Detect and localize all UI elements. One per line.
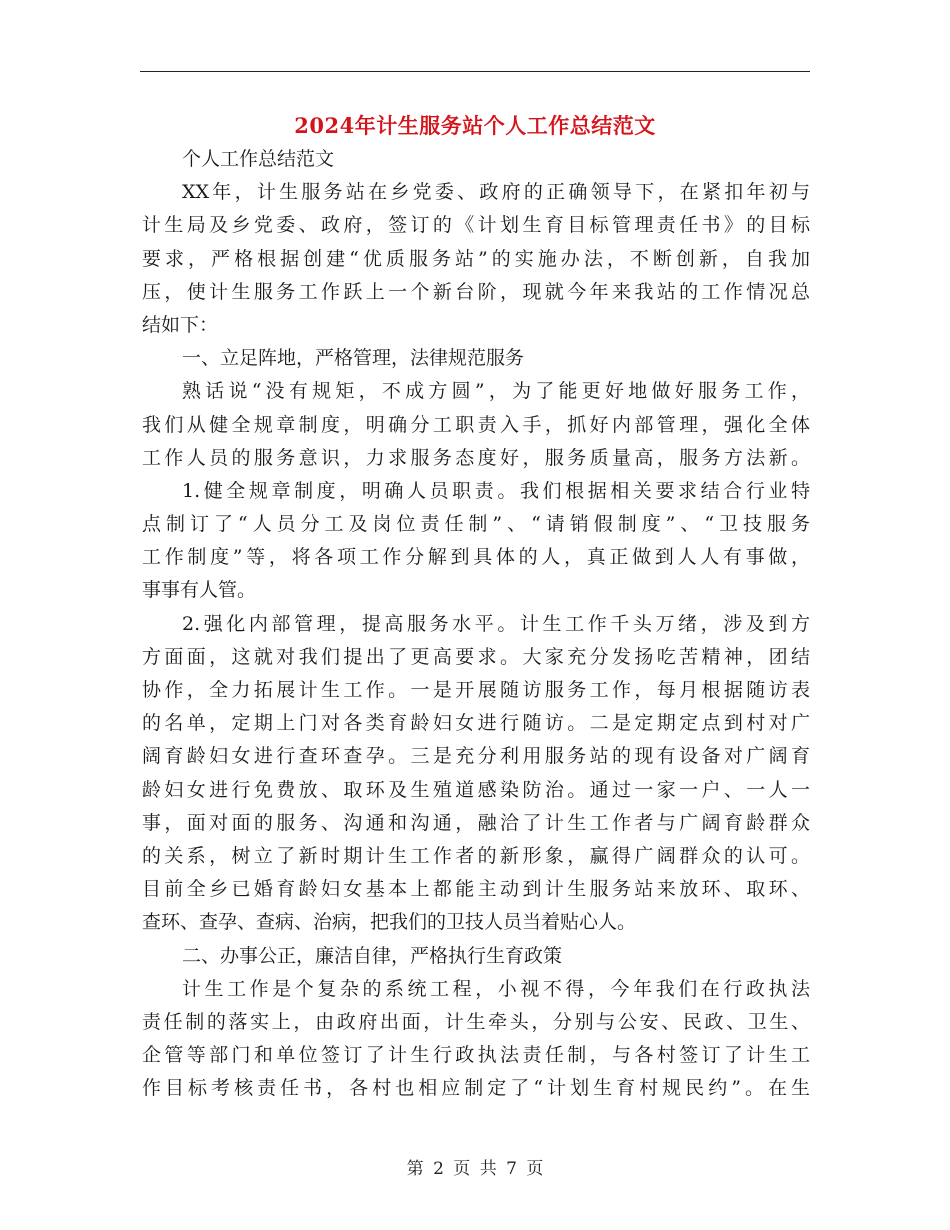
text-line: 压，使计生服务工作跃上一个新台阶，现就今年来我站的工作情况总 (142, 280, 810, 303)
text-line: 责任制的落实上，由政府出面，计生牵头，分别与公安、民政、卫生、 (142, 1010, 810, 1033)
text-line: 方面面，这就对我们提出了更高要求。大家充分发扬吃苦精神，团结 (142, 645, 810, 668)
text-line: 计生工作是个复杂的系统工程，小视不得，今年我们在行政执法 (182, 977, 810, 1000)
text-line: 目前全乡已婚育龄妇女基本上都能主动到计生服务站来放环、取环、 (142, 878, 810, 901)
page-footer: 第 2 页 共 7 页 (406, 1159, 544, 1179)
text-line: 事事有人管。 (142, 579, 257, 602)
text-line: 事，面对面的服务、沟通和沟通，融洽了计生工作者与广阔育龄群众 (142, 811, 810, 834)
text-line: 协作，全力拓展计生工作。一是开展随访服务工作，每月根据随访表 (142, 679, 810, 701)
text-line: 工作人员的服务意识，力求服务态度好，服务质量高，服务方法新。 (142, 446, 810, 469)
text-line: XX年，计生服务站在乡党委、政府的正确领导下，在紧扣年初与 (182, 181, 810, 204)
text-line: 结如下： (142, 313, 219, 336)
text-line: 作目标考核责任书，各村也相应制定了“计划生育村规民约”。在生 (142, 1077, 810, 1100)
text-line: 查环、查孕、查病、治病，把我们的卫技人员当着贴心人。 (142, 911, 637, 934)
text-line: 点制订了“人员分工及岗位责任制”、“请销假制度”、“卫技服务 (142, 513, 810, 536)
text-line: 我们从健全规章制度，明确分工职责入手，抓好内部管理，强化全体 (142, 413, 810, 436)
text-line: 二、办事公正，廉洁自律，严格执行生育政策 (182, 944, 563, 967)
text-line: 工作制度”等，将各项工作分解到具体的人，真正做到人人有事做， (142, 546, 810, 569)
header-rule (140, 71, 810, 72)
text-line: 熟话说“没有规矩，不成方圆”，为了能更好地做好服务工作， (182, 380, 810, 403)
text-line: 龄妇女进行免费放、取环及生殖道感染防治。通过一家一户、一人一 (142, 778, 810, 801)
text-line: 一、立足阵地，严格管理，法律规范服务 (182, 347, 525, 370)
text-line: 个人工作总结范文 (182, 148, 335, 170)
text-line: 阔育龄妇女进行查环查孕。三是充分利用服务站的现有设备对广阔育 (142, 745, 810, 768)
text-line: 计生局及乡党委、政府，签订的《计划生育目标管理责任书》的目标 (142, 214, 810, 237)
document-title: 2024年计生服务站个人工作总结范文 (294, 113, 656, 138)
text-line: 2.强化内部管理，提高服务水平。计生工作千头万绪，涉及到方 (182, 612, 810, 635)
text-line: 要求，严格根据创建“优质服务站”的实施办法，不断创新，自我加 (142, 247, 810, 270)
text-line: 企管等部门和单位签订了计生行政执法责任制，与各村签订了计生工 (142, 1044, 810, 1067)
document-body (142, 143, 810, 1105)
text-line: 的名单，定期上门对各类育龄妇女进行随访。二是定期定点到村对广 (142, 712, 810, 735)
text-line: 的关系，树立了新时期计生工作者的新形象，赢得广阔群众的认可。 (142, 844, 810, 867)
text-line: 1.健全规章制度，明确人员职责。我们根据相关要求结合行业特 (182, 479, 810, 502)
